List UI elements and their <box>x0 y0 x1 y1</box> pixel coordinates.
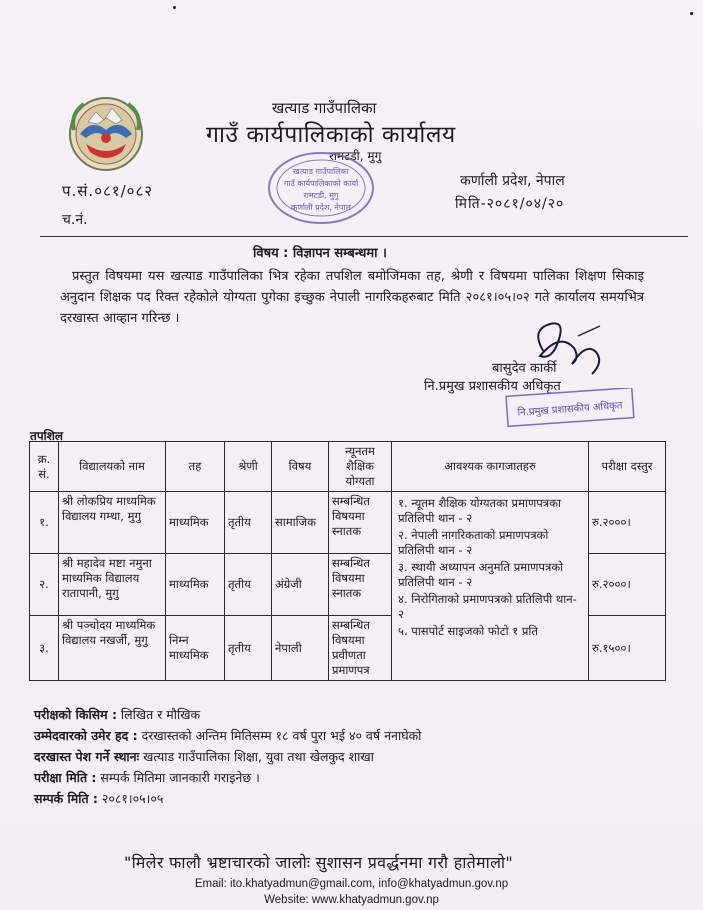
info-value: दरखास्तको अन्तिम मितिसम्म १८ वर्ष पुरा भई ४० वर्ष ननाघेको <box>137 728 422 743</box>
body-paragraph: प्रस्तुत विषयमा यस खत्याड गाउँपालिका भित्र रहेका तपशिल बमोजिमका तह, श्रेणी र विषयमा पालिका शिक्षण सिकाइ अनुदान शिक्षक पद रिक्त रहेकोले योग्यता पुगेका इच्छुक नेपाली नागरिकहरुबाट मिति २०८१।०५।०२ गते कार्यालय समयभित्र दरखास्त आव्हान गरिन्छ । <box>60 269 644 326</box>
info-submission-place <box>34 748 374 765</box>
info-exam-date <box>34 769 260 786</box>
office-location: रामटडी, मुगु <box>329 149 382 163</box>
info-value: २०८१।०५।०५ <box>97 791 164 806</box>
stamp-line-1: खत्याड गाउँपालिका <box>293 167 349 176</box>
info-value: खत्याड गाउँपालिका शिक्षा, युवा तथा खेलकुद शाखा <box>139 749 374 764</box>
row-grade: तृतीय <box>225 554 272 616</box>
info-label: दरखास्त पेश गर्ने स्थानः <box>34 749 140 764</box>
document-item: ५. पासपोर्ट साइजको फोटो १ प्रति <box>398 624 538 638</box>
row-sn: ३. <box>30 616 59 681</box>
vacancy-table <box>29 441 666 681</box>
footer-email: Email: ito.khatyadmun@gmail.com, info@khatyadmun.gov.np <box>194 878 509 890</box>
info-value: लिखित र मौखिक <box>116 707 201 722</box>
row-qualification: सम्बन्धित विषयमा स्नातक <box>329 554 392 616</box>
col-header-school: विद्यालयको नाम <box>59 442 166 492</box>
row-qualification: सम्बन्धित विषयमा प्रवीणता प्रमाणपत्र <box>329 616 392 681</box>
info-age-limit <box>34 727 421 744</box>
info-contact-date <box>34 790 163 807</box>
col-header-documents: आवश्यक कागजातहरु <box>392 442 589 492</box>
row-qualification: सम्बन्धित विषयमा स्नातक <box>329 492 392 554</box>
row-subject: नेपाली <box>272 616 329 681</box>
signatory-name: बासुदेव कार्की <box>492 361 557 376</box>
document-item: ४. निरोगिताको प्रमाणपत्रको प्रतिलिपी थान- २ <box>398 592 577 621</box>
row-grade: तृतीय <box>225 492 272 554</box>
stamp-line-2: गाउँ कार्यपालिकाको कार्या <box>283 179 359 188</box>
row-level: माध्यमिक <box>166 492 225 554</box>
row-school: श्री पञ्चोदय माध्यमिक विद्यालय नखर्जी, मुगु <box>59 616 166 681</box>
row-subject: सामाजिक <box>272 492 329 554</box>
document-item: २. नेपाली नागरिकताको प्रमाणपत्रको प्रतिलिपी थान - २ <box>398 528 549 557</box>
stamp-line-3: रामटडी, मुगु <box>303 191 339 200</box>
documents-list <box>392 492 589 681</box>
row-subject: अंग्रेजी <box>272 554 329 616</box>
col-header-grade: श्रेणी <box>225 442 272 492</box>
nepal-emblem-icon <box>66 94 146 174</box>
col-header-qualification: न्यूनतम शैक्षिक योग्यता <box>329 442 392 492</box>
row-school: श्री लोकप्रिय माध्यमिक विद्यालय गम्धा, मुगु <box>59 492 166 554</box>
signatory-stamp <box>505 388 635 430</box>
col-header-subject: विषय <box>272 442 329 492</box>
table-caption: तपशिल <box>30 429 64 443</box>
col-header-fee: परीक्षा दस्तुर <box>589 442 666 492</box>
info-label: परीक्षको किसिम : <box>34 707 117 722</box>
info-label: सम्पर्क मिति : <box>34 791 98 806</box>
info-exam-type <box>34 706 200 723</box>
office-seal-stamp <box>264 148 382 228</box>
subject-line: विषय : विज्ञापन सम्बन्धमा । <box>253 246 387 261</box>
row-fee: रु.२०००। <box>589 492 666 554</box>
row-level: माध्यमिक <box>166 554 225 616</box>
document-item: १. न्यूतम शैक्षिक योग्यतका प्रमाणपत्रका प्रतिलिपी थान - २ <box>398 496 561 525</box>
info-label: परीक्षा मिति : <box>34 770 97 785</box>
signatory-title: नि.प्रमुख प्रशासकीय अधिकृत <box>424 379 561 394</box>
signatory-stamp-text: नि.प्रमुख प्रशासकीय अधिकृत <box>517 400 623 419</box>
province-address: कर्णाली प्रदेश, नेपाल <box>460 173 565 189</box>
footer-website: Website: www.khatyadmun.gov.np <box>264 894 439 906</box>
footer-slogan: "मिलेर फालौ भ्रष्टाचारको जालोः सुशासन प्रवर्द्धनमा गरौ हातेमालो" <box>124 853 514 872</box>
speck <box>173 6 176 9</box>
header-divider <box>40 236 688 237</box>
office-name: गाउँ कार्यपालिकाको कार्यालय <box>206 122 456 148</box>
table-header-row <box>30 442 666 492</box>
dispatch-number: च.नं. <box>62 212 88 228</box>
row-level: निम्न माध्यमिक <box>166 616 225 681</box>
row-fee: रु.१५००। <box>589 616 666 681</box>
reference-number: प.सं.०८१/०८२ <box>62 182 154 200</box>
row-school: श्री महादेव मष्टा नमुना माध्यमिक विद्यालय रातापानी, मुगु <box>59 554 166 616</box>
speck <box>690 12 693 15</box>
info-label: उम्मेदवारको उमेर हद : <box>34 728 138 743</box>
municipality-name: खत्याड गाउँपालिका <box>272 99 377 117</box>
letter-date: मिति-२०८१/०४/२० <box>455 196 565 212</box>
row-sn: २. <box>30 554 59 616</box>
row-fee: रु.२०००। <box>589 554 666 616</box>
row-sn: १. <box>30 492 59 554</box>
col-header-level: तह <box>166 442 225 492</box>
document-item: ३. स्थायी अध्यापन अनुमति प्रमाणपत्रको प्रतिलिपी थान - २ <box>398 560 564 589</box>
row-grade: तृतीय <box>225 616 272 681</box>
table-row <box>30 492 666 554</box>
col-header-sn: क्र. सं. <box>30 442 59 492</box>
info-value: सम्पर्क मितिमा जानकारी गराइनेछ । <box>96 770 260 785</box>
stamp-line-4: कर्णाली प्रदेश, नेपाल <box>291 203 351 212</box>
